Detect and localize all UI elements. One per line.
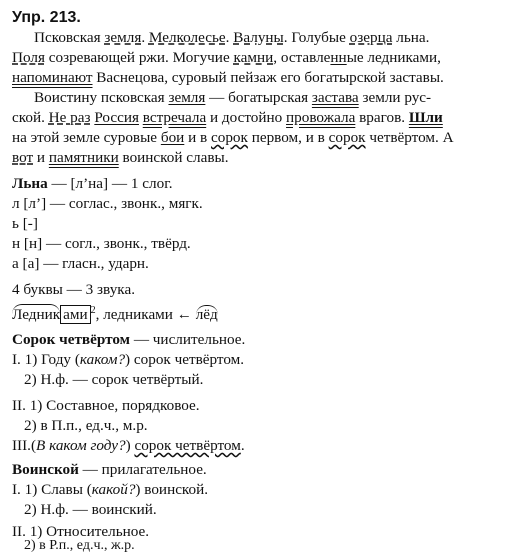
root-mark: Ледник <box>12 306 61 323</box>
phonetic-summary: 4 буквы — 3 звука. <box>12 281 135 298</box>
para2-line4: вот и памятники воинской славы. <box>12 149 229 166</box>
voinskoy-ii2: 2) в Р.п., ед.ч., ж.р. <box>24 538 135 553</box>
sorok-head: Сорок четвёртом — числительное. <box>12 331 246 348</box>
phonetic-row-1: л [л’] — соглас., звонк., мягк. <box>12 195 203 212</box>
phonetic-row-2: ь [-] <box>12 215 38 232</box>
para2-line1: Воистину псковская земля — богатырская застава земли рус- <box>34 89 432 106</box>
root-mark-2: лёд <box>195 306 218 323</box>
phonetic-row-4: а [а] — гласн., ударн. <box>12 255 149 272</box>
para2-line3: на этой земле суровые бои и в сорок первом, и в сорок четвёртом. А <box>12 129 454 146</box>
phonetic-head: Льна — [л’на] — 1 слог. <box>12 175 173 192</box>
voinskoy-head: Воинской — прилагательное. <box>12 461 207 478</box>
sorok-iii: III.(В каком году?) сорок четвёртом. <box>12 437 245 454</box>
ending-box: ами <box>60 305 90 324</box>
para2-line2: ской. Не раз Россия встречала и достойно провожала врагов. Шли <box>12 109 443 126</box>
para1-line2: Поля созревающей ржи. Могучие камни, оставленные ледниками, <box>12 49 441 66</box>
voinskoy-i1: I. 1) Славы (какой?) воинской. <box>12 481 209 498</box>
sorok-ii2: 2) в П.п., ед.ч., м.р. <box>24 417 148 434</box>
phonetic-row-3: н [н] — согл., звонк., твёрд. <box>12 235 191 252</box>
para1-line1: Псковская земля. Мелколесье. Валуны. Голубые озерца льна. <box>34 29 430 46</box>
sorok-ii1: II. 1) Составное, порядковое. <box>12 397 200 414</box>
para1-line3: напоминают Васнецова, суровый пейзаж его богатырской заставы. <box>12 69 444 86</box>
voinskoy-i2: 2) Н.ф. — воинский. <box>24 501 157 518</box>
voinskoy-ii1: II. 1) Относительное. <box>12 523 150 540</box>
exercise-title: Упр. 213. <box>12 9 81 26</box>
morphemic-analysis: Ледник ами $^2$, ледниками ← лёд <box>12 304 218 323</box>
sorok-i1: I. 1) Году (каком?) сорок четвёртом. <box>12 351 245 368</box>
sorok-i2: 2) Н.ф. — сорок четвёртый. <box>24 371 204 388</box>
